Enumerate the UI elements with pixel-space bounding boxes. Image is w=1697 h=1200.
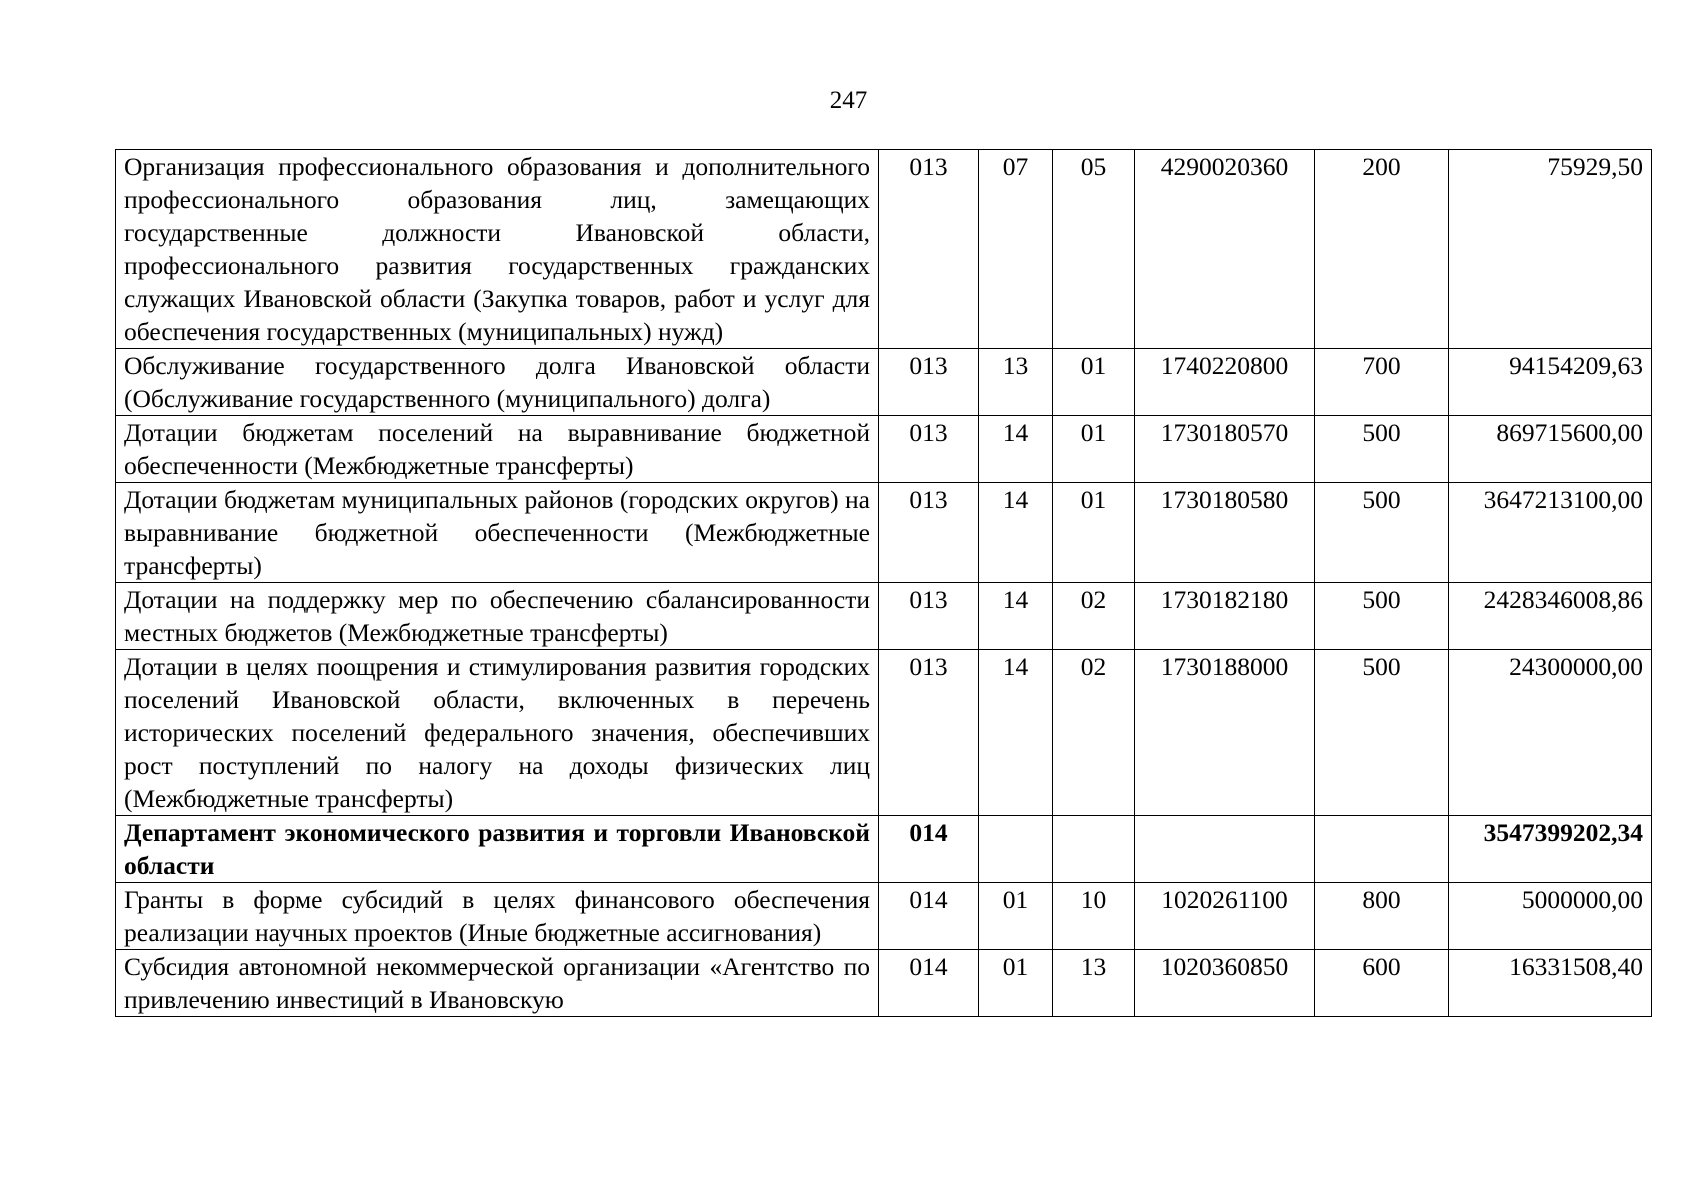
amount: 75929,50 xyxy=(1449,150,1652,349)
department-total: 3547399202,34 xyxy=(1449,816,1652,883)
expense-type-code: 500 xyxy=(1315,416,1449,483)
subsection-code: 01 xyxy=(1053,483,1135,583)
target-code: 1730180580 xyxy=(1135,483,1315,583)
ministry-code: 013 xyxy=(879,349,979,416)
section-code: 01 xyxy=(979,950,1053,1017)
amount: 3647213100,00 xyxy=(1449,483,1652,583)
amount: 94154209,63 xyxy=(1449,349,1652,416)
row-name: Субсидия автономной некоммерческой организации «Агентство по привлечению инвестиций в Ивановскую xyxy=(116,950,879,1017)
ministry-code: 013 xyxy=(879,583,979,650)
table-row xyxy=(116,483,1652,583)
table-row xyxy=(116,950,1652,1017)
section-code: 14 xyxy=(979,650,1053,816)
ministry-code: 013 xyxy=(879,416,979,483)
subsection-code: 02 xyxy=(1053,650,1135,816)
row-name: Дотации бюджетам поселений на выравнивание бюджетной обеспеченности (Межбюджетные трансферты) xyxy=(116,416,879,483)
target-code: 1730182180 xyxy=(1135,583,1315,650)
ministry-code: 014 xyxy=(879,883,979,950)
target-code: 1730180570 xyxy=(1135,416,1315,483)
budget-table xyxy=(115,149,1652,1017)
section-code xyxy=(979,816,1053,883)
expense-type-code: 800 xyxy=(1315,883,1449,950)
target-code xyxy=(1135,816,1315,883)
expense-type-code: 700 xyxy=(1315,349,1449,416)
ministry-code: 013 xyxy=(879,650,979,816)
target-code: 1730188000 xyxy=(1135,650,1315,816)
target-code: 4290020360 xyxy=(1135,150,1315,349)
ministry-code: 013 xyxy=(879,483,979,583)
ministry-code: 014 xyxy=(879,950,979,1017)
ministry-code: 013 xyxy=(879,150,979,349)
row-name: Гранты в форме субсидий в целях финансового обеспечения реализации научных проектов (Иные бюджетные ассигнования) xyxy=(116,883,879,950)
expense-type-code: 500 xyxy=(1315,583,1449,650)
section-code: 01 xyxy=(979,883,1053,950)
ministry-code: 014 xyxy=(879,816,979,883)
section-code: 13 xyxy=(979,349,1053,416)
expense-type-code xyxy=(1315,816,1449,883)
table-row xyxy=(116,349,1652,416)
expense-type-code: 200 xyxy=(1315,150,1449,349)
subsection-code xyxy=(1053,816,1135,883)
row-name: Дотации бюджетам муниципальных районов (городских округов) на выравнивание бюджетной обеспеченности (Межбюджетные трансферты) xyxy=(116,483,879,583)
table-row xyxy=(116,150,1652,349)
subsection-code: 13 xyxy=(1053,950,1135,1017)
table-row xyxy=(116,416,1652,483)
row-name: Обслуживание государственного долга Ивановской области (Обслуживание государственного (муниципального) долга) xyxy=(116,349,879,416)
department-name: Департамент экономического развития и торговли Ивановской области xyxy=(116,816,879,883)
row-name: Дотации в целях поощрения и стимулирования развития городских поселений Ивановской области, включенных в перечень исторических поселений федерального значения, обеспечивших рост поступлений по налогу на доходы физических лиц (Межбюджетные трансферты) xyxy=(116,650,879,816)
table-row xyxy=(116,883,1652,950)
subsection-code: 01 xyxy=(1053,349,1135,416)
table-row xyxy=(116,583,1652,650)
expense-type-code: 600 xyxy=(1315,950,1449,1017)
expense-type-code: 500 xyxy=(1315,483,1449,583)
amount: 2428346008,86 xyxy=(1449,583,1652,650)
amount: 24300000,00 xyxy=(1449,650,1652,816)
section-code: 14 xyxy=(979,483,1053,583)
row-name: Организация профессионального образования и дополнительного профессионального образования лиц, замещающих государственные должности Ивановской области, профессионального развития государственных гражданских служащих Ивановской области (Закупка товаров, работ и услуг для обеспечения государственных (муниципальных) нужд) xyxy=(116,150,879,349)
expense-type-code: 500 xyxy=(1315,650,1449,816)
target-code: 1020261100 xyxy=(1135,883,1315,950)
target-code: 1020360850 xyxy=(1135,950,1315,1017)
subsection-code: 10 xyxy=(1053,883,1135,950)
subsection-code: 02 xyxy=(1053,583,1135,650)
section-code: 14 xyxy=(979,416,1053,483)
amount: 5000000,00 xyxy=(1449,883,1652,950)
amount: 869715600,00 xyxy=(1449,416,1652,483)
section-code: 07 xyxy=(979,150,1053,349)
subsection-code: 05 xyxy=(1053,150,1135,349)
page-number: 247 xyxy=(829,87,868,114)
target-code: 1740220800 xyxy=(1135,349,1315,416)
amount: 16331508,40 xyxy=(1449,950,1652,1017)
row-name: Дотации на поддержку мер по обеспечению сбалансированности местных бюджетов (Межбюджетные трансферты) xyxy=(116,583,879,650)
table-row xyxy=(116,650,1652,816)
department-row xyxy=(116,816,1652,883)
subsection-code: 01 xyxy=(1053,416,1135,483)
section-code: 14 xyxy=(979,583,1053,650)
